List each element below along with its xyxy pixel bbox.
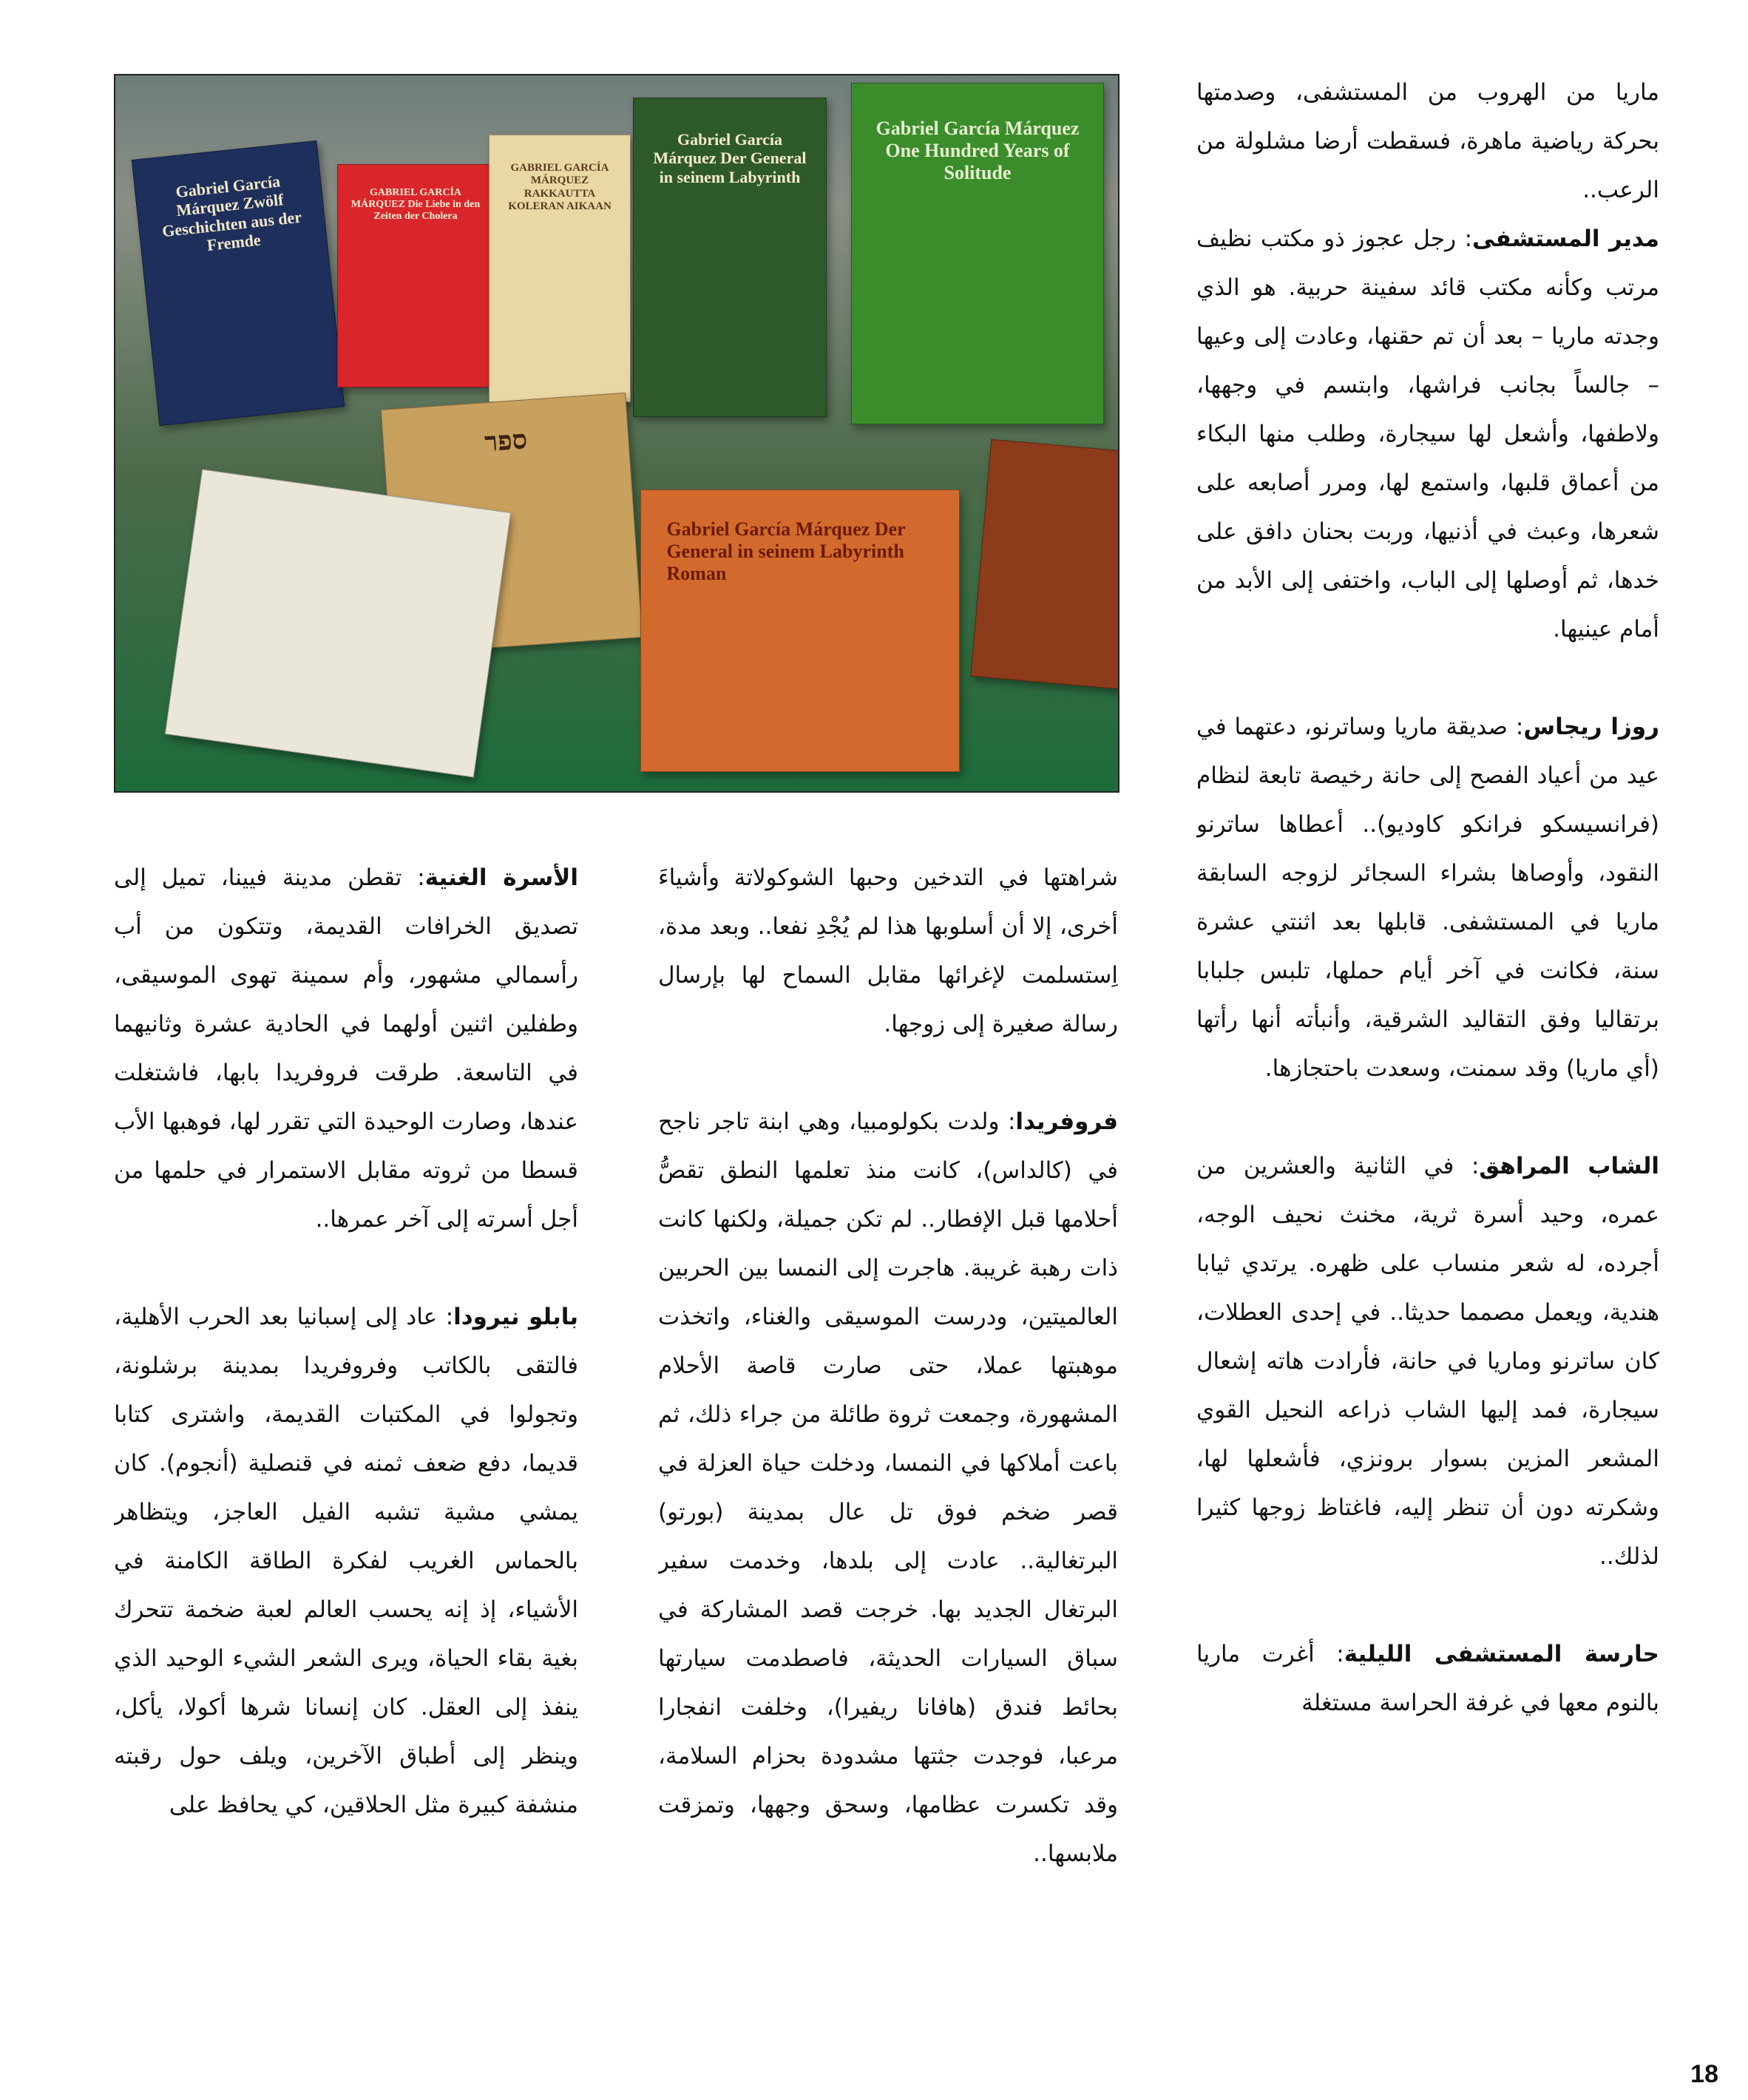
paragraph: الأسرة الغنية: تقطن مدينة فيينا، تميل إلى تصديق الخرافات القديمة، وتتكون من أب رأسمالي مشهور، وأم سمينة تهوى الموسيقى، وطفلين اثنين أولهما في الحادية عشرة وثانيهما في التاسعة. طرقت فروفريدا بابها، فاشتغلت عندها، وصارت الوحيدة التي تقرر لها، فوهبها الأب قسطا من ثروته مقابل الاستمرار في حلمها من أجل أسرته إلى آخر عمرها.. xyxy=(114,864,578,1233)
paragraph: ماريا من الهروب من المستشفى، وصدمتها بحركة رياضية ماهرة، فسقطت أرضا مشلولة من الرعب.. xyxy=(1196,79,1659,203)
paragraph: فروفريدا: ولدت بكولومبيا، وهي ابنة تاجر ناجح في (كالداس)، كانت منذ تعلمها النطق تقصُّ أحلامها قبل الإفطار.. لم تكن جميلة، ولكنها كانت ذات رهبة غريبة. هاجرت إلى النمسا بين الحربين العالميتين، ودرست الموسيقى والغناء، واتخذت موهبتها عملا، حتى صارت قاصة الأحلام المشهورة، وجمعت ثروة طائلة من جراء ذلك، ثم باعت أملاكها في النمسا، ودخلت حياة العزلة في قصر ضخم فوق تل عال بمدينة (بورتو) البرتغالية.. عادت إلى بلدها، وخدمت سفير البرتغال الجديد بها. خرجت قصد المشاركة في سباق السيارات الحديثة، فاصطدمت سيارتها بحائط فندق (هافانا ريفيرا)، وخلفت انفجارا مرعبا، فوجدت جثتها مشدودة بحزام السلامة، وقد تكسرت عظامها، وسحق وجهها، وتمزقت ملابسها.. xyxy=(658,1108,1118,1867)
book-cover: GABRIEL GARCÍA MÁRQUEZ RAKKAUTTA KOLERAN AIKAAN xyxy=(489,135,631,402)
entry-label: الأسرة الغنية xyxy=(424,864,578,891)
book-cover: Gabriel García Márquez Der General in seinem Labyrinth Roman xyxy=(640,490,960,772)
entry-label: روزا ريجاس xyxy=(1523,714,1659,740)
book-cover: Gabriel García Márquez Zwölf Geschichten aus der Fremde xyxy=(132,140,345,426)
book-cover: GABRIEL GARCÍA MÁRQUEZ Die Liebe in den Zeiten der Cholera xyxy=(337,164,494,387)
page-number: 18 xyxy=(1690,2060,1718,2088)
paragraph: الشاب المراهق: في الثانية والعشرين من عمره، وحيد أسرة ثرية، مخنث نحيف الوجه، أجرده، له شعر منساب على ظهره. يرتدي ثيابا هندية، ويعمل مصمما حديثا.. في إحدى العطلات، كان ساترنو وماريا في حانة، فأرادت هاته إشعال سيجارة، فمد إليها الشاب ذراعه النحيل القوي المشعر المزين بسوار برونزي، فأشعلها لها، وشكرته دون أن تنظر إليه، فاغتاظ زوجها كثيرا لذلك.. xyxy=(1196,1153,1659,1570)
book-cover: Gabriel García Márquez Der General in seinem Labyrinth xyxy=(633,98,827,417)
entry-label: الشاب المراهق xyxy=(1479,1153,1659,1179)
text-column-right xyxy=(1196,68,1659,1931)
paragraph: شراهتها في التدخين وحبها الشوكولاتة وأشياءَ أخرى، إلا أن أسلوبها هذا لم يُجْدِ نفعا.. وبعد مدة، اِستسلمت لإغرائها مقابل السماح لها بإرسال رسالة صغيرة إلى زوجها. xyxy=(658,864,1118,1037)
entry-label: حارسة المستشفى الليلية xyxy=(1344,1641,1659,1667)
book-cover xyxy=(970,439,1119,689)
paragraph: مدير المستشفى: رجل عجوز ذو مكتب نظيف مرتب وكأنه مكتب قائد سفينة حربية. هو الذي وجدته ماريا – بعد أن تم حقنها، وعادت إلى وعيها – جالساً بجانب فراشها، وابتسم في وجهها، ولاطفها، وأشعل لها سيجارة، وطلب منها البكاء من أعماق قلبها، واستمع لها، ومرر أصابعه على شعرها، وعبث في أذنيها، وربت بحنان دافق على خدها، ثم أوصلها إلى الباب، واختفى إلى الأبد من أمام عينيها. xyxy=(1196,226,1659,643)
entry-label: مدير المستشفى xyxy=(1472,226,1659,252)
text-column-left xyxy=(114,853,578,1933)
book-cover: ספר xyxy=(381,393,643,654)
book-display-photo xyxy=(114,74,1119,793)
paragraph: بابلو نيرودا: عاد إلى إسبانيا بعد الحرب الأهلية، فالتقى بالكاتب وفروفريدا بمدينة برشلونة، وتجولوا في المكتبات القديمة، واشترى كتابا قديما، دفع ضعف ثمنه في قنصلية (أنجوم). كان يمشي مشية تشبه الفيل العاجز، ويتظاهر بالحماس الغريب لفكرة الطاقة الكامنة في الأشياء، إذ إنه يحسب العالم لعبة ضخمة تتحرك بغية بقاء الحياة، ويرى الشعر الشيء الوحيد الذي ينفذ إلى العقل. كان إنسانا شرها أكولا، يأكل، وينظر إلى أطباق الآخرين، ويلف حول رقبته منشفة كبيرة مثل الحلاقين، كي يحافظ على xyxy=(114,1304,578,1818)
book-cover xyxy=(165,469,511,777)
entry-label: بابلو نيرودا xyxy=(453,1304,578,1330)
paragraph: حارسة المستشفى الليلية: أغرت ماريا بالنوم معها في غرفة الحراسة مستغلة xyxy=(1196,1641,1659,1716)
text-column-middle xyxy=(658,853,1118,1933)
entry-label: فروفريدا xyxy=(1015,1108,1118,1135)
book-cover: Gabriel García Márquez One Hundred Years of Solitude xyxy=(851,83,1104,424)
paragraph: روزا ريجاس: صديقة ماريا وساترنو، دعتهما في عيد من أعياد الفصح إلى حانة رخيصة تابعة لنظام (فرانسيسكو فرانكو كاوديو).. أعطاها ساترنو النقود، وأوصاها بشراء السجائر لزوجه السابقة ماريا في المستشفى. قابلها بعد اثنتي عشرة سنة، فكانت في آخر أيام حملها، تلبس جلبابا برتقاليا وفق التقاليد الشرقية، وأنبأته أنها رأتها (أي ماريا) وقد سمنت، وسعدت باحتجازها. xyxy=(1196,714,1659,1082)
